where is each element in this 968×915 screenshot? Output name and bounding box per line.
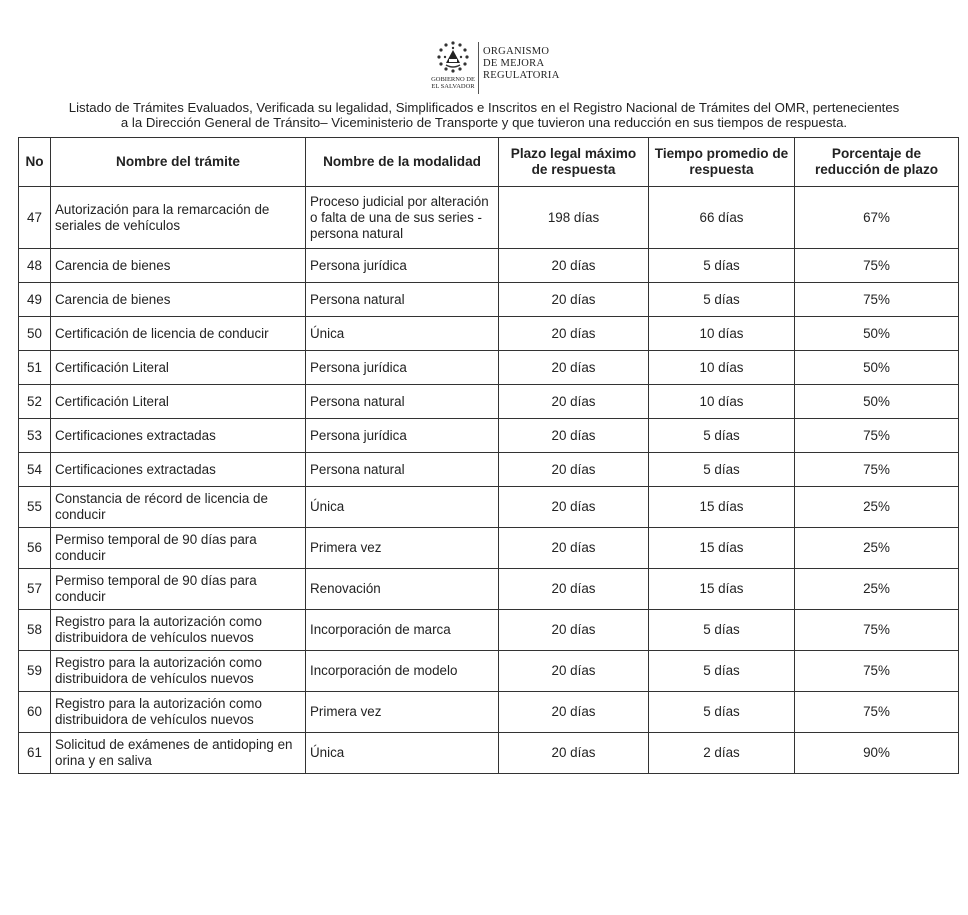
cell-porcentaje: 75% (795, 610, 959, 651)
org-name: ORGANISMO DE MEJORA REGULATORIA (483, 46, 560, 81)
cell-tiempo-promedio: 15 días (649, 569, 795, 610)
cell-porcentaje: 50% (795, 351, 959, 385)
cell-tiempo-promedio: 10 días (649, 317, 795, 351)
cell-porcentaje: 75% (795, 283, 959, 317)
intro-line-1: Listado de Trámites Evaluados, Verificada su legalidad, Simplificados e Inscritos en el Registro Nacional de Trámites del OMR, pertenecientes (68, 100, 900, 115)
cell-no: 52 (19, 385, 51, 419)
table-header-row (19, 138, 959, 187)
cell-modalidad: Única (306, 487, 499, 528)
cell-porcentaje: 75% (795, 651, 959, 692)
cell-modalidad: Primera vez (306, 692, 499, 733)
cell-tramite: Certificación de licencia de conducir (51, 317, 306, 351)
logo-divider (478, 42, 479, 94)
cell-plazo-legal: 20 días (499, 317, 649, 351)
cell-plazo-legal: 198 días (499, 187, 649, 249)
cell-porcentaje: 90% (795, 733, 959, 774)
table-row (19, 487, 959, 528)
cell-tiempo-promedio: 5 días (649, 453, 795, 487)
cell-tiempo-promedio: 5 días (649, 283, 795, 317)
cell-tramite: Registro para la autorización como distribuidora de vehículos nuevos (51, 610, 306, 651)
omr-logo (428, 38, 588, 98)
header-no: No (19, 138, 51, 187)
table-row (19, 569, 959, 610)
table-row (19, 351, 959, 385)
cell-modalidad: Incorporación de modelo (306, 651, 499, 692)
cell-no: 51 (19, 351, 51, 385)
cell-porcentaje: 67% (795, 187, 959, 249)
cell-porcentaje: 75% (795, 249, 959, 283)
cell-tiempo-promedio: 15 días (649, 487, 795, 528)
header-tiempo-promedio: Tiempo promedio de respuesta (649, 138, 795, 187)
table-row (19, 651, 959, 692)
cell-modalidad: Única (306, 733, 499, 774)
cell-tiempo-promedio: 5 días (649, 419, 795, 453)
table-body (19, 187, 959, 774)
cell-tramite: Certificaciones extractadas (51, 453, 306, 487)
cell-tramite: Carencia de bienes (51, 249, 306, 283)
cell-modalidad: Persona jurídica (306, 419, 499, 453)
table-row (19, 419, 959, 453)
cell-no: 59 (19, 651, 51, 692)
cell-plazo-legal: 20 días (499, 283, 649, 317)
cell-plazo-legal: 20 días (499, 528, 649, 569)
cell-tramite: Registro para la autorización como distribuidora de vehículos nuevos (51, 651, 306, 692)
intro-line-2: a la Dirección General de Tránsito– Viceministerio de Transporte y que tuvieron una reducción en sus tiempos de respuesta. (120, 115, 848, 130)
cell-plazo-legal: 20 días (499, 385, 649, 419)
cell-tramite: Certificación Literal (51, 385, 306, 419)
cell-no: 48 (19, 249, 51, 283)
cell-tramite: Solicitud de exámenes de antidoping en orina y en saliva (51, 733, 306, 774)
cell-modalidad: Persona jurídica (306, 351, 499, 385)
cell-modalidad: Única (306, 317, 499, 351)
cell-tramite: Carencia de bienes (51, 283, 306, 317)
table-row (19, 317, 959, 351)
table-row (19, 453, 959, 487)
cell-plazo-legal: 20 días (499, 610, 649, 651)
table-row (19, 385, 959, 419)
cell-plazo-legal: 20 días (499, 419, 649, 453)
cell-porcentaje: 25% (795, 569, 959, 610)
cell-modalidad: Renovación (306, 569, 499, 610)
cell-no: 47 (19, 187, 51, 249)
cell-tramite: Constancia de récord de licencia de conducir (51, 487, 306, 528)
cell-tiempo-promedio: 5 días (649, 692, 795, 733)
header-modalidad: Nombre de la modalidad (306, 138, 499, 187)
table-row (19, 610, 959, 651)
cell-tiempo-promedio: 5 días (649, 610, 795, 651)
cell-plazo-legal: 20 días (499, 569, 649, 610)
cell-modalidad: Proceso judicial por alteración o falta de una de sus series - persona natural (306, 187, 499, 249)
cell-tramite: Permiso temporal de 90 días para conducir (51, 569, 306, 610)
cell-tramite: Registro para la autorización como distribuidora de vehículos nuevos (51, 692, 306, 733)
document-header (0, 38, 968, 98)
cell-no: 60 (19, 692, 51, 733)
cell-modalidad: Persona natural (306, 385, 499, 419)
cell-porcentaje: 50% (795, 317, 959, 351)
cell-tramite: Permiso temporal de 90 días para conducir (51, 528, 306, 569)
cell-no: 61 (19, 733, 51, 774)
cell-tiempo-promedio: 66 días (649, 187, 795, 249)
cell-no: 57 (19, 569, 51, 610)
cell-no: 56 (19, 528, 51, 569)
cell-plazo-legal: 20 días (499, 651, 649, 692)
cell-tiempo-promedio: 5 días (649, 249, 795, 283)
cell-porcentaje: 75% (795, 453, 959, 487)
cell-plazo-legal: 20 días (499, 453, 649, 487)
cell-porcentaje: 50% (795, 385, 959, 419)
cell-no: 53 (19, 419, 51, 453)
cell-tiempo-promedio: 15 días (649, 528, 795, 569)
cell-tiempo-promedio: 5 días (649, 651, 795, 692)
cell-no: 49 (19, 283, 51, 317)
cell-tiempo-promedio: 10 días (649, 385, 795, 419)
cell-plazo-legal: 20 días (499, 351, 649, 385)
cell-tramite: Certificaciones extractadas (51, 419, 306, 453)
table-row (19, 187, 959, 249)
table-row (19, 733, 959, 774)
cell-porcentaje: 75% (795, 419, 959, 453)
cell-tramite: Certificación Literal (51, 351, 306, 385)
cell-modalidad: Persona natural (306, 453, 499, 487)
table-row (19, 249, 959, 283)
header-tramite: Nombre del trámite (51, 138, 306, 187)
cell-porcentaje: 25% (795, 528, 959, 569)
el-salvador-coat-of-arms-icon (436, 40, 470, 74)
table-row (19, 283, 959, 317)
cell-no: 54 (19, 453, 51, 487)
cell-modalidad: Persona jurídica (306, 249, 499, 283)
table-row (19, 692, 959, 733)
cell-modalidad: Incorporación de marca (306, 610, 499, 651)
gobierno-el-salvador-label: GOBIERNO DE EL SALVADOR (431, 76, 475, 90)
cell-tiempo-promedio: 10 días (649, 351, 795, 385)
cell-plazo-legal: 20 días (499, 249, 649, 283)
header-plazo-legal: Plazo legal máximo de respuesta (499, 138, 649, 187)
cell-porcentaje: 25% (795, 487, 959, 528)
cell-no: 55 (19, 487, 51, 528)
cell-tramite: Autorización para la remarcación de seriales de vehículos (51, 187, 306, 249)
intro-text (14, 100, 954, 130)
cell-tiempo-promedio: 2 días (649, 733, 795, 774)
header-porcentaje: Porcentaje de reducción de plazo (795, 138, 959, 187)
tramites-table (18, 137, 959, 774)
cell-modalidad: Primera vez (306, 528, 499, 569)
cell-plazo-legal: 20 días (499, 692, 649, 733)
cell-plazo-legal: 20 días (499, 487, 649, 528)
cell-no: 50 (19, 317, 51, 351)
cell-plazo-legal: 20 días (499, 733, 649, 774)
cell-no: 58 (19, 610, 51, 651)
cell-porcentaje: 75% (795, 692, 959, 733)
table-row (19, 528, 959, 569)
cell-modalidad: Persona natural (306, 283, 499, 317)
